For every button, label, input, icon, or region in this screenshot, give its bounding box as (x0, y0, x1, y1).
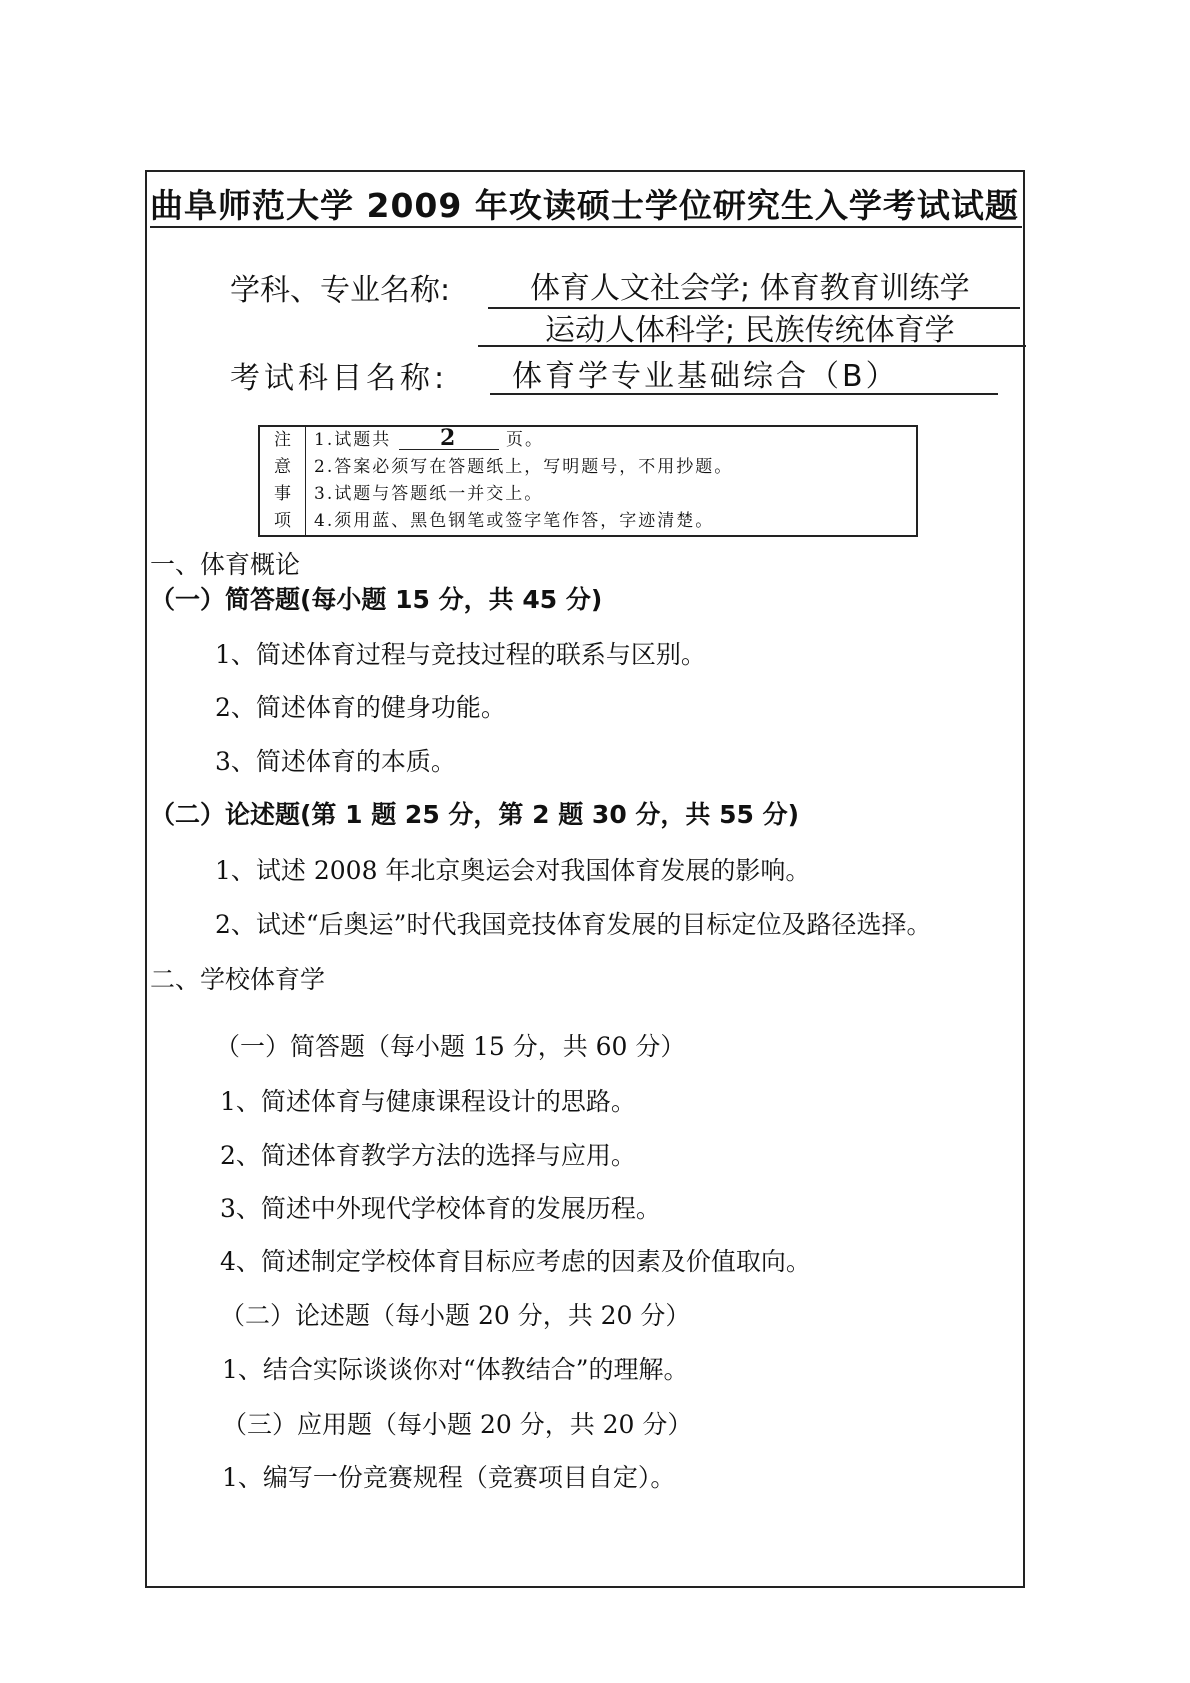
major-value-line2: 运动人体科学; 民族传统体育学 (545, 313, 955, 348)
part1-sec1-q1: 1、简述体育过程与竞技过程的联系与区别。 (215, 640, 706, 669)
notice-heading (260, 427, 306, 535)
notice-head-char: 意 (274, 457, 291, 477)
part1-title: 一、体育概论 (150, 550, 301, 579)
part2-sec2-q1: 1、结合实际谈谈你对“体教结合”的理解。 (222, 1355, 689, 1384)
part2-sec3-q1: 1、编写一份竞赛规程（竞赛项目自定）。 (222, 1463, 676, 1492)
exam-title: 曲阜师范大学 2009 年攻读硕士学位研究生入学考试试题 (150, 186, 1019, 225)
notice-item-1-prefix: 1.试题共 (314, 430, 392, 450)
part2-sec1-q3: 3、简述中外现代学校体育的发展历程。 (220, 1194, 661, 1223)
part2-title: 二、学校体育学 (150, 965, 326, 994)
notice-head-char: 项 (274, 511, 291, 531)
handwritten-page-count: 2 (399, 427, 499, 450)
subject-underline (490, 393, 998, 395)
title-rule (150, 226, 1022, 228)
part2-sec1-q2: 2、简述体育教学方法的选择与应用。 (220, 1141, 636, 1170)
part2-sec3-title: （三）应用题（每小题 20 分，共 20 分） (222, 1410, 693, 1439)
notice-item-3: 3.试题与答题纸一并交上。 (314, 484, 544, 504)
part1-sec1-q2: 2、简述体育的健身功能。 (215, 693, 506, 722)
part2-sec2-title: （二）论述题（每小题 20 分，共 20 分） (220, 1301, 691, 1330)
subject-value: 体育学专业基础综合（B） (512, 359, 899, 394)
part1-sec1-title: （一）简答题(每小题 15 分，共 45 分) (150, 585, 603, 614)
part1-sec2-q2: 2、试述“后奥运”时代我国竞技体育发展的目标定位及路径选择。 (215, 910, 932, 939)
notice-head-char: 注 (274, 430, 291, 450)
major-value-line1: 体育人文社会学; 体育教育训练学 (530, 271, 970, 306)
major-underline-2 (478, 345, 1026, 347)
notice-head-char: 事 (274, 484, 291, 504)
part1-sec2-q1: 1、试述 2008 年北京奥运会对我国体育发展的影响。 (215, 856, 811, 885)
notice-items (314, 427, 908, 535)
part1-sec2-title: （二）论述题(第 1 题 25 分，第 2 题 30 分，共 55 分) (150, 800, 800, 829)
major-label: 学科、专业名称: (230, 273, 451, 308)
notice-item-1 (314, 427, 908, 454)
part2-sec1-q1: 1、简述体育与健康课程设计的思路。 (220, 1087, 636, 1116)
part2-sec1-q4: 4、简述制定学校体育目标应考虑的因素及价值取向。 (220, 1247, 811, 1276)
notice-item-2: 2.答案必须写在答题纸上，写明题号，不用抄题。 (314, 457, 734, 477)
notice-item-1-suffix: 页。 (506, 430, 545, 450)
notice-item-4: 4.须用蓝、黑色钢笔或签字笔作答，字迹清楚。 (314, 511, 715, 531)
subject-label: 考试科目名称: (230, 361, 449, 396)
part2-sec1-title: （一）简答题（每小题 15 分，共 60 分） (215, 1032, 686, 1061)
notice-box (258, 425, 918, 537)
part1-sec1-q3: 3、简述体育的本质。 (215, 747, 456, 776)
